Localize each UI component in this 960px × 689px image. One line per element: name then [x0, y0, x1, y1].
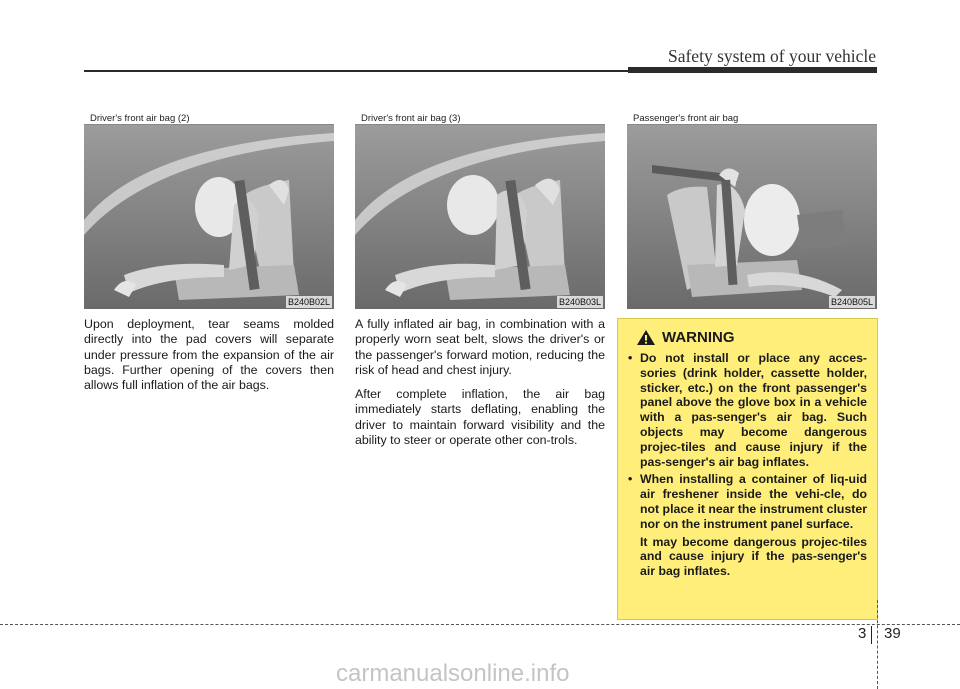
footer-divider — [877, 600, 878, 689]
figure-illustration — [627, 124, 877, 309]
section-number: 3 — [858, 625, 867, 642]
figure-passenger-airbag — [627, 110, 877, 308]
footer-rule — [0, 624, 960, 625]
paragraph: Upon deployment, tear seams molded directly into the pad covers will separate under pressure from the expansion of the air bags. Further opening of the covers then allows full inflation of the air bags. — [84, 317, 334, 393]
bullet-glyph: • — [628, 472, 633, 487]
figure-caption: Driver's front air bag (2) — [90, 113, 190, 124]
warning-title: WARNING — [662, 329, 735, 346]
figure-code: B240B03L — [558, 297, 601, 307]
figure-code: B240B05L — [830, 297, 873, 307]
warning-item: • When installing a container of liq-uid air freshener inside the vehi-cle, do not place it near the instrument cluster nor on the instrument panel surface. It may become dangerous projec-tiles and cause injury if the pas-senger's air bag inflates. — [628, 472, 867, 579]
warning-header — [636, 329, 735, 346]
paragraph: A fully inflated air bag, in combination with a properly worn seat belt, slows the driver's or the passenger's forward motion, reducing the risk of head and chest injury. — [355, 317, 605, 377]
figure-driver-airbag-2 — [84, 110, 334, 308]
bullet-glyph: • — [628, 351, 633, 365]
header-rule-accent — [628, 67, 877, 73]
section-title: Safety system of your vehicle — [667, 46, 876, 66]
body-text-column-2 — [355, 317, 605, 448]
paragraph: After complete inflation, the air bag immediately starts deflating, enabling the driver to maintain forward visibility and the ability to steer or operate other con-trols. — [355, 387, 605, 448]
figure-driver-airbag-3 — [355, 110, 605, 308]
body-text-column-1 — [84, 317, 334, 393]
figure-code: B240B02L — [287, 297, 330, 307]
page-number-divider — [871, 626, 872, 644]
figure-caption: Passenger's front air bag — [633, 113, 739, 124]
page-number: 39 — [884, 625, 901, 642]
figure-caption: Driver's front air bag (3) — [361, 113, 461, 124]
watermark: carmanualsonline.info — [336, 660, 570, 687]
figure-illustration — [84, 124, 334, 309]
warning-list — [626, 351, 867, 582]
figure-illustration — [355, 124, 605, 309]
warning-item-note: It may become dangerous projec-tiles and cause injury if the pas-senger's air bag inflates. — [640, 534, 867, 579]
warning-item: • Do not install or place any acces-sories (drink holder, cassette holder, sticker, etc.) on the front passenger's panel above the glove box in a vehicle with a pas-senger's air bag. Such objects may become dangerous projec-tiles and cause injury if the pas-senger's air bag inflates. — [628, 351, 867, 469]
warning-icon — [636, 329, 656, 346]
warning-box — [617, 318, 878, 620]
